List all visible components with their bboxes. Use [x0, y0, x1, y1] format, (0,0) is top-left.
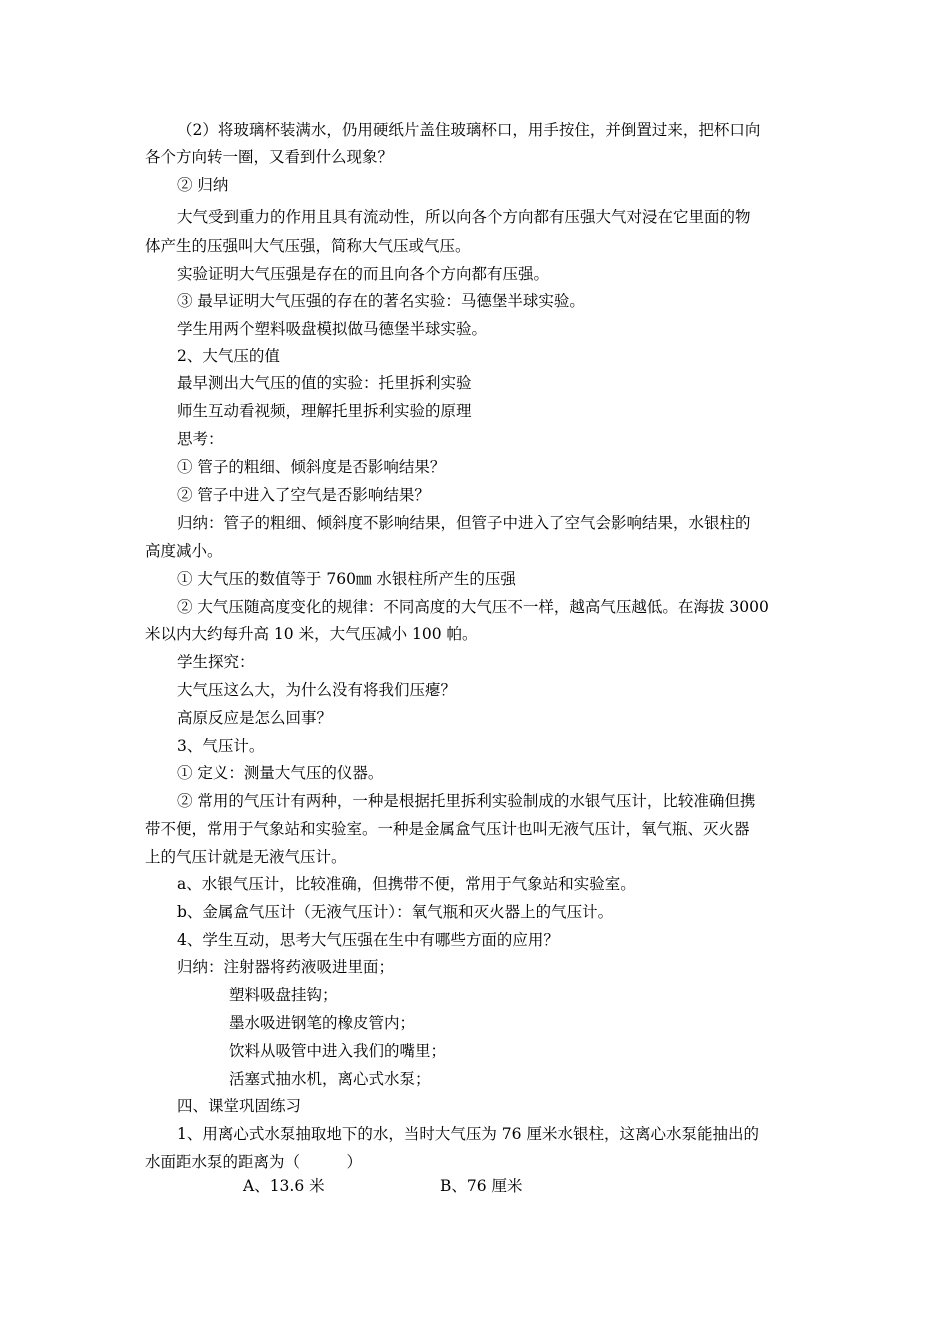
text-line: 1、用离心式水泵抽取地下的水，当时大气压为 76 厘米水银柱，这离心水泵能抽出的 [177, 1125, 759, 1143]
text-line: ③ 最早证明大气压强的存在的著名实验：马德堡半球实验。 [177, 292, 585, 310]
text-line: 高原反应是怎么回事？ [177, 709, 333, 727]
text-line: 四、课堂巩固练习 [177, 1097, 302, 1115]
text-line: （2）将玻璃杯装满水，仍用硬纸片盖住玻璃杯口，用手按住，并倒置过来，把杯口向 [177, 121, 761, 139]
text-line: 大气受到重力的作用且具有流动性，所以向各个方向都有压强大气对浸在它里面的物 [177, 208, 751, 226]
option-a: A、13.6 米 [243, 1177, 325, 1195]
text-line: 带不便，常用于气象站和实验室。一种是金属盒气压计也叫无液气压计，氧气瓶、灭火器 [145, 820, 750, 838]
text-line: 米以内大约每升高 10 米，大气压减小 100 帕。 [145, 625, 478, 643]
text-line: 最早测出大气压的值的实验：托里拆利实验 [177, 374, 472, 392]
text-line: ② 常用的气压计有两种，一种是根据托里拆利实验制成的水银气压计，比较准确但携 [177, 792, 756, 810]
text-line: b、金属盒气压计（无液气压计）：氧气瓶和灭火器上的气压计。 [177, 903, 614, 921]
text-line: ① 大气压的数值等于 760㎜ 水银柱所产生的压强 [177, 570, 516, 588]
text-line: 体产生的压强叫大气压强，简称大气压或气压。 [145, 237, 471, 255]
text-line: 师生互动看视频，理解托里拆利实验的原理 [177, 402, 472, 420]
text-line: 思考： [177, 430, 224, 448]
text-line: 塑料吸盘挂钩； [229, 986, 338, 1004]
text-line: 墨水吸进钢笔的橡皮管内； [229, 1014, 416, 1032]
text-line: a、水银气压计，比较准确，但携带不便，常用于气象站和实验室。 [177, 875, 636, 893]
option-b: B、76 厘米 [440, 1177, 523, 1195]
text-line: 饮料从吸管中进入我们的嘴里； [229, 1042, 447, 1060]
text-line: 归纳：管子的粗细、倾斜度不影响结果，但管子中进入了空气会影响结果，水银柱的 [177, 514, 751, 532]
text-line: 学生探究： [177, 653, 255, 671]
text-line: ② 归纳 [177, 176, 229, 194]
text-line: 水面距水泵的距离为（ ） [145, 1153, 363, 1171]
text-line: 实验证明大气压强是存在的而且向各个方向都有压强。 [177, 265, 550, 283]
text-line: ① 管子的粗细、倾斜度是否影响结果？ [177, 458, 446, 476]
text-line: ② 大气压随高度变化的规律：不同高度的大气压不一样，越高气压越低。在海拔 3000 [177, 598, 769, 616]
text-line: ① 定义：测量大气压的仪器。 [177, 764, 384, 782]
text-line: 3、气压计。 [177, 737, 265, 755]
text-line: 学生用两个塑料吸盘模拟做马德堡半球实验。 [177, 320, 488, 338]
text-line: 各个方向转一圈，又看到什么现象？ [145, 148, 394, 166]
text-line: 大气压这么大，为什么没有将我们压瘪？ [177, 681, 457, 699]
text-line: ② 管子中进入了空气是否影响结果？ [177, 486, 430, 504]
text-line: 高度减小。 [145, 542, 223, 560]
text-line: 2、大气压的值 [177, 347, 280, 365]
text-line: 归纳：注射器将药液吸进里面； [177, 958, 395, 976]
text-line: 活塞式抽水机，离心式水泵； [229, 1070, 431, 1088]
text-line: 4、学生互动，思考大气压强在生中有哪些方面的应用？ [177, 931, 559, 949]
text-line: 上的气压计就是无液气压计。 [145, 848, 347, 866]
